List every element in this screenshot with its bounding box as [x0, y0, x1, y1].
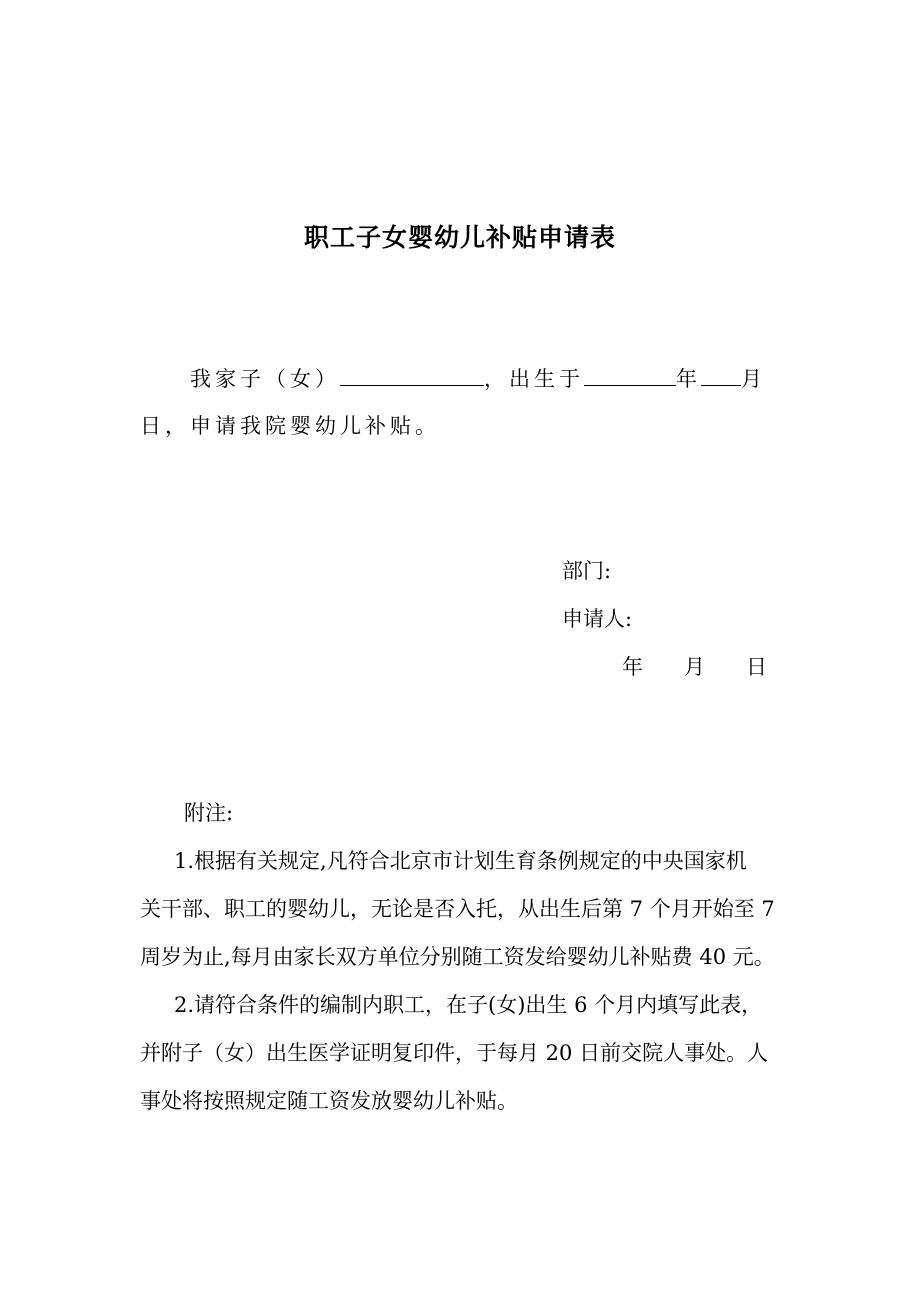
- birth-year-blank[interactable]: [584, 363, 676, 386]
- page-title: 职工子女婴幼儿补贴申请表: [303, 223, 616, 252]
- note-1-line-1: 1.根据有关规定,凡符合北京市计划生育条例规定的中央国家机: [174, 849, 747, 873]
- note-2-line-1: 2.请符合条件的编制内职工，在子(女)出生 6 个月内填写此表，: [174, 993, 763, 1017]
- child-label: 我家子（女）: [190, 367, 340, 391]
- birth-label: ，出生于: [484, 367, 584, 391]
- applicant-label: 申请人:: [562, 607, 633, 631]
- child-name-blank[interactable]: [340, 363, 484, 386]
- notes-heading: 附注:: [184, 801, 234, 825]
- date-year-label: 年: [622, 655, 643, 679]
- note-2-line-2: 并附子（女）出生医学证明复印件，于每月 20 日前交院人事处。人: [140, 1041, 769, 1065]
- application-line-2: 日，申请我院婴幼儿补贴。: [140, 414, 440, 438]
- year-label: 年: [676, 367, 701, 391]
- birth-month-blank[interactable]: [701, 363, 741, 386]
- note-1-line-3: 周岁为止,每月由家长双方单位分别随工资发给婴幼儿补贴费 40 元。: [140, 945, 775, 969]
- note-2-line-3: 事处将按照规定随工资发放婴幼儿补贴。: [140, 1089, 518, 1113]
- department-label: 部门:: [562, 559, 612, 583]
- date-day-label: 日: [746, 655, 767, 679]
- date-month-label: 月: [684, 655, 705, 679]
- month-label: 月: [741, 367, 766, 391]
- application-line-1: [190, 363, 766, 394]
- note-1-line-2: 关干部、职工的婴幼儿，无论是否入托，从出生后第 7 个月开始至 7: [140, 897, 775, 921]
